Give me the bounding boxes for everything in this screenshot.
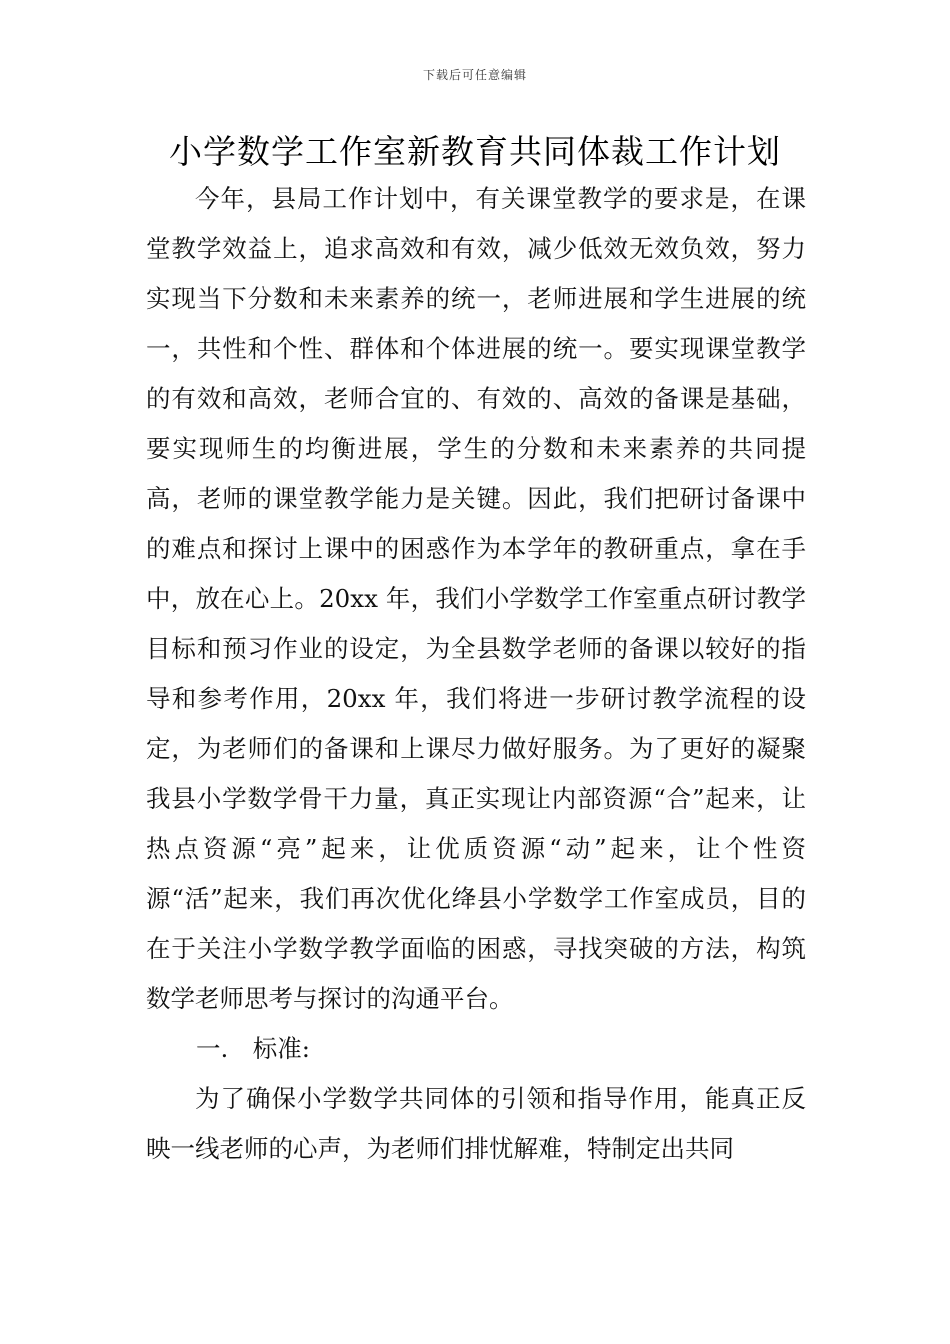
section-heading: 一. 标准:	[196, 1034, 311, 1063]
document-body	[146, 174, 806, 1174]
body-paragraph: 为了确保小学数学共同体的引领和指导作用，能真正反映一线老师的心声，为老师们排忧解难，特制定出共同	[146, 1084, 806, 1163]
header-note: 下载后可任意编辑	[422, 68, 527, 82]
document-title: 小学数学工作室新教育共同体裁工作计划	[169, 132, 781, 171]
body-paragraph: 今年，县局工作计划中，有关课堂教学的要求是，在课堂教学效益上，追求高效和有效，减少低效无效负效，努力实现当下分数和未来素养的统一，老师进展和学生进展的统一，共性和个性、群体和个体进展的统一。要实现课堂教学的有效和高效，老师合宜的、有效的、高效的备课是基础，要实现师生的均衡进展，学生的分数和未来素养的共同提高，老师的课堂教学能力是关键。因此，我们把研讨备课中的难点和探讨上课中的困惑作为本学年的教研重点，拿在手中，放在心上。20xx 年，我们小学数学工作室重点研讨教学目标和预习作业的设定，为全县数学老师的备课以较好的指导和参考作用，20xx 年，我们将进一步研讨教学流程的设定，为老师们的备课和上课尽力做好服务。为了更好的凝聚我县小学数学骨干力量，真正实现让内部资源“合”起来，让热点资源“亮”起来，让优质资源“动”起来，让个性资源“活”起来，我们再次优化绛县小学数学工作室成员，目的在于关注小学数学教学面临的困惑，寻找突破的方法，构筑数学老师思考与探讨的沟通平台。	[146, 184, 806, 1013]
